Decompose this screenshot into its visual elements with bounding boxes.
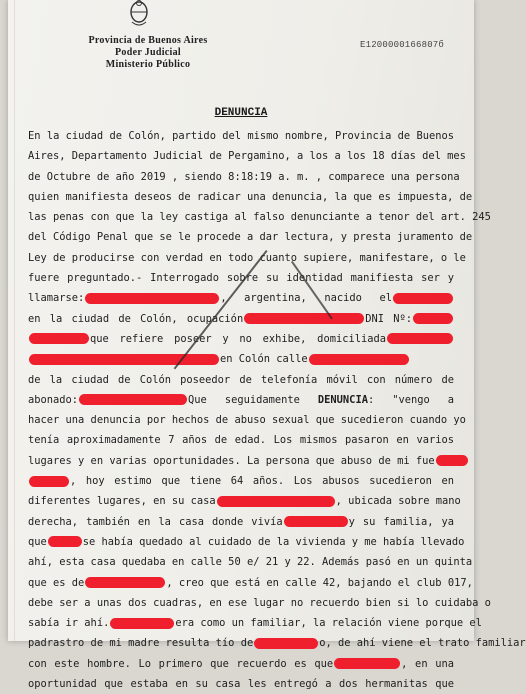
body-line: oportunidad que estaba en su casa les entregó a dos hermanitas que (28, 678, 454, 691)
document-title: DENUNCIA (214, 107, 268, 119)
body-line: fuere preguntado.- Interrogado sobre su identidad manifiesta ser y (28, 272, 454, 285)
body-line: , hoy estimo que tiene 64 años. Los abusos sucedieron en (28, 471, 454, 491)
redaction-mark (29, 476, 69, 487)
body-line: derecha, también en la casa donde vivía y su familia, ya (28, 515, 454, 528)
redaction-mark (309, 354, 409, 365)
body-line: del Código Penal que se le procede a dar lectura, y presta juramento de (28, 231, 473, 244)
redaction-mark (413, 313, 453, 324)
body-line: debe ser a unas dos cuadras, en ese lugar no recuerdo bien si lo cuidaba o (28, 596, 491, 609)
body-line: de Octubre de año 2019 , siendo 8:18:19 a. m. , comparece una persona (28, 170, 460, 183)
body-line: las penas con que la ley castiga al falso denunciante a tenor del art. 245 (28, 211, 491, 224)
letterhead-ministry: Ministerio Público (105, 59, 191, 70)
body-line: que es de , creo que está en calle 42, bajando el club 017, (28, 576, 473, 589)
redaction-mark (48, 536, 82, 547)
redaction-mark (85, 577, 165, 588)
body-line: llamarse: , argentina, nacido el (28, 288, 454, 308)
body-line: que refiere poseer y no exhibe, domiciliada (28, 329, 454, 349)
letterhead-judicial: Poder Judicial (115, 47, 181, 58)
redaction-mark (85, 293, 219, 304)
body-line: quien manifiesta deseos de radicar una denuncia, la que es impuesta, de (28, 190, 473, 203)
body-line: hacer una denuncia por hechos de abuso sexual que sucedieron cuando yo (28, 414, 466, 427)
body-line: sabía ir ahí. era como un familiar, la relación viene porque el (28, 617, 482, 630)
redaction-mark (393, 293, 453, 304)
body-line: En la ciudad de Colón, partido del mismo nombre, Provincia de Buenos (28, 130, 454, 142)
page-fold (14, 0, 15, 641)
redaction-mark (79, 394, 187, 405)
document-body (28, 126, 526, 694)
redaction-mark (217, 496, 335, 507)
document-page (8, 0, 526, 691)
redaction-mark (110, 618, 174, 629)
redaction-mark (387, 333, 453, 344)
redaction-mark (29, 333, 89, 344)
body-line: lugares y en varias oportunidades. La persona que abuso de mi fue (28, 451, 454, 471)
body-line: Aires, Departamento Judicial de Pergamino, a los a los 18 días del mes (28, 150, 466, 163)
redaction-mark (29, 354, 219, 365)
letterhead-province: Provincia de Buenos Aires (88, 35, 208, 46)
body-line: tenía aproximadamente 7 años de edad. Los mismos pasaron en varios (28, 434, 454, 447)
body-line: que se había quedado al cuidado de la vivienda y me había llevado (28, 535, 465, 548)
redaction-mark (284, 516, 348, 527)
redaction-mark (254, 638, 318, 649)
body-line: en la ciudad de Colón, ocupación DNI Nº: (28, 309, 454, 329)
redaction-mark (334, 658, 400, 669)
body-line: Ley de producirse con verdad en todo cuanto supiere, manifestare, o le (28, 251, 466, 264)
body-line: abonado: Que seguidamente DENUNCIA: "vengo a (28, 393, 455, 406)
redaction-mark (436, 455, 468, 466)
body-line: en Colón calle (28, 349, 454, 369)
body-line: de la ciudad de Colón poseedor de telefonía móvil con número de (28, 373, 454, 386)
document-code: E1200000166807б (360, 40, 445, 50)
coat-of-arms-icon (128, 0, 150, 28)
body-line: diferentes lugares, en su casa , ubicada sobre mano (28, 495, 461, 508)
redaction-mark (244, 313, 364, 324)
letterhead (68, 35, 228, 71)
body-line: ahí, esta casa quedaba en calle 50 e/ 21 y 22. Además pasó en un quinta (28, 556, 473, 569)
body-line: padrastro de mi madre resulta tío de o, de ahí viene el trato familiar (28, 637, 526, 650)
body-line: con este hombre. Lo primero que recuerdo es que , en una (28, 657, 454, 670)
